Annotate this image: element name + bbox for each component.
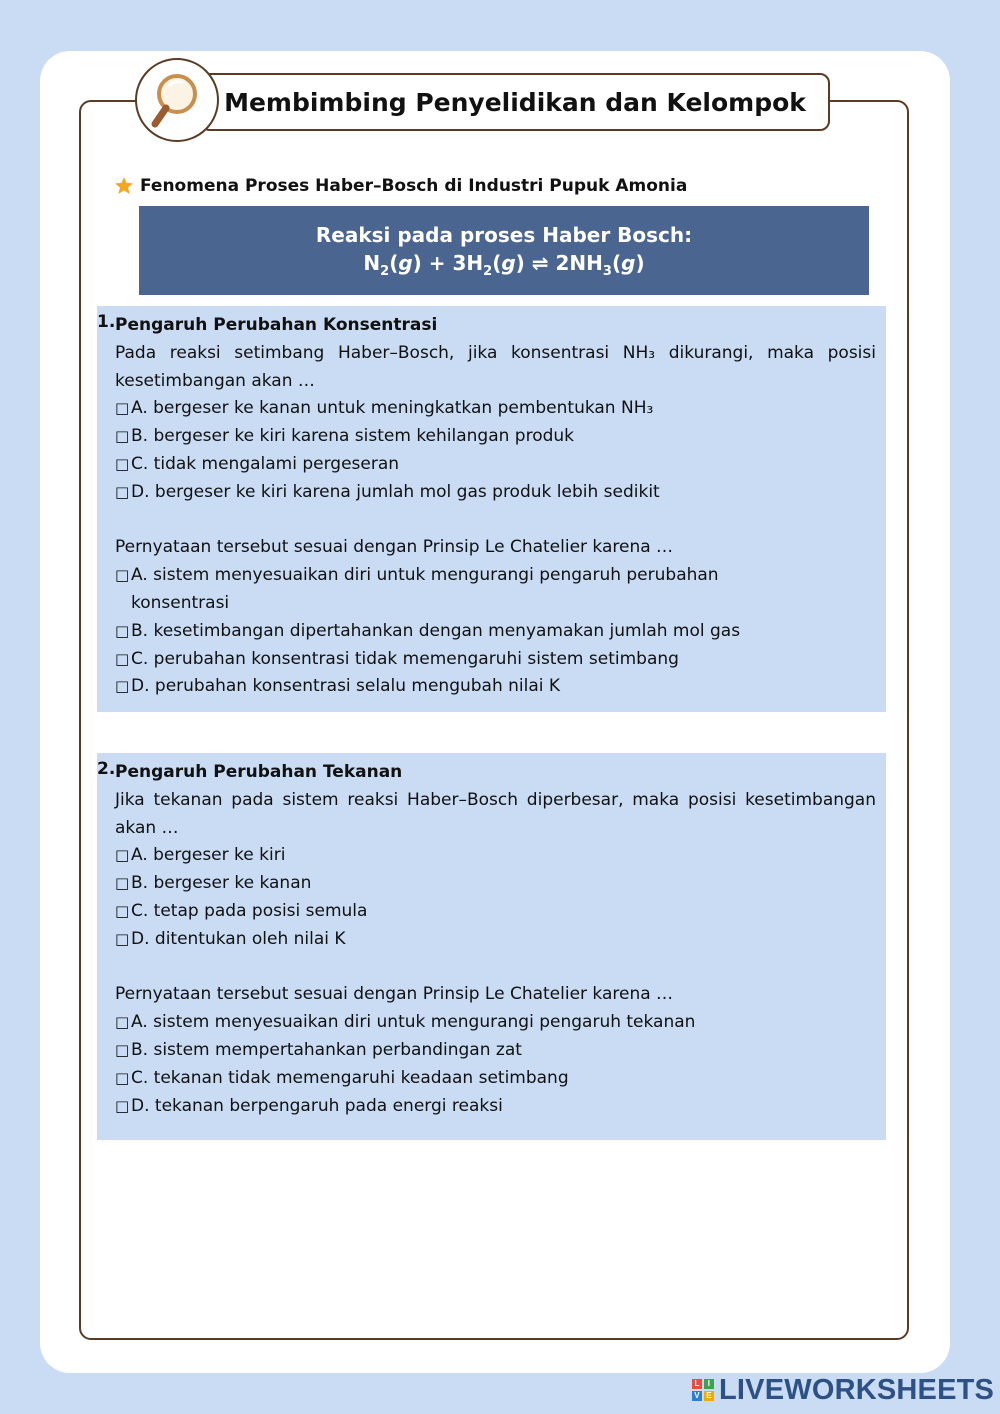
- reason-option-a[interactable]: □ A. sistem menyesuaikan diri untuk mengurangi pengaruh tekanan: [115, 1009, 876, 1037]
- star-icon: [114, 176, 134, 196]
- logo-letter: I: [704, 1379, 714, 1389]
- reason-option-c[interactable]: □ C. perubahan konsentrasi tidak memengaruhi sistem setimbang: [115, 646, 876, 674]
- question-number: 2.: [97, 759, 116, 779]
- equilibrium-arrow: ⇌: [531, 250, 549, 275]
- liveworksheets-logo[interactable]: [692, 1375, 994, 1405]
- question-stem: Jika tekanan pada sistem reaksi Haber–Bosch diperbesar, maka posisi kesetimbangan akan …: [115, 789, 876, 838]
- liveworksheets-icon: [692, 1379, 714, 1401]
- phenomenon-text: Fenomena Proses Haber–Bosch di Industri Pupuk Amonia: [140, 176, 688, 196]
- reason-option-d[interactable]: □ D. tekanan berpengaruh pada energi reaksi: [115, 1093, 876, 1121]
- logo-letter: V: [692, 1391, 702, 1401]
- option-d[interactable]: □ D. ditentukan oleh nilai K: [115, 926, 876, 954]
- question-title: Pengaruh Perubahan Konsentrasi: [115, 315, 438, 335]
- brand-text: LIVEWORKSHEETS: [719, 1373, 995, 1406]
- checkbox[interactable]: □: [115, 482, 130, 501]
- checkbox[interactable]: □: [115, 621, 130, 640]
- reason-option-a[interactable]: □ A. sistem menyesuaikan diri untuk mengurangi pengaruh perubahan konsentrasi: [115, 562, 876, 618]
- checkbox[interactable]: □: [115, 399, 130, 418]
- checkbox[interactable]: □: [115, 874, 130, 893]
- checkbox[interactable]: □: [115, 454, 130, 473]
- option-d[interactable]: □ D. bergeser ke kiri karena jumlah mol gas produk lebih sedikit: [115, 479, 876, 507]
- logo-letter: L: [692, 1379, 702, 1389]
- option-b[interactable]: □ B. bergeser ke kanan: [115, 870, 876, 898]
- option-b[interactable]: □ B. bergeser ke kiri karena sistem kehilangan produk: [115, 423, 876, 451]
- reason-option-b[interactable]: □ B. kesetimbangan dipertahankan dengan menyamakan jumlah mol gas: [115, 618, 876, 646]
- reaction-title: Reaksi pada proses Haber Bosch:: [315, 222, 693, 247]
- option-a[interactable]: □ A. bergeser ke kanan untuk meningkatkan pembentukan NH₃: [115, 395, 876, 423]
- option-c[interactable]: □ C. tetap pada posisi semula: [115, 898, 876, 926]
- reason-option-b[interactable]: □ B. sistem mempertahankan perbandingan zat: [115, 1037, 876, 1065]
- checkbox[interactable]: □: [115, 901, 130, 920]
- checkbox[interactable]: □: [115, 677, 130, 696]
- checkbox[interactable]: □: [115, 427, 130, 446]
- checkbox[interactable]: □: [115, 1013, 130, 1032]
- reason-option-d[interactable]: □ D. perubahan konsentrasi selalu mengubah nilai K: [115, 673, 876, 701]
- checkbox[interactable]: □: [115, 929, 130, 948]
- option-c[interactable]: □ C. tidak mengalami pergeseran: [115, 451, 876, 479]
- reason-stem: Pernyataan tersebut sesuai dengan Prinsip Le Chatelier karena …: [115, 537, 674, 558]
- logo-letter: E: [704, 1391, 714, 1401]
- question-title: Pengaruh Perubahan Tekanan: [115, 762, 403, 782]
- question-stem: Pada reaksi setimbang Haber–Bosch, jika konsentrasi NH₃ dikurangi, maka posisi kesetimbangan akan …: [115, 342, 876, 391]
- checkbox[interactable]: □: [115, 1068, 130, 1087]
- question-1-box: [97, 306, 886, 712]
- question-number: 1.: [97, 312, 116, 332]
- reaction-box: [139, 206, 869, 295]
- magnifier-icon: [135, 58, 219, 142]
- question-2-box: [97, 753, 886, 1140]
- checkbox[interactable]: □: [115, 566, 130, 585]
- option-a[interactable]: □ A. bergeser ke kiri: [115, 842, 876, 870]
- phenomenon-heading: [114, 173, 687, 199]
- page-title: Membimbing Penyelidikan dan Kelompok: [200, 73, 830, 131]
- reaction-equation: $N_2(g) + 3H_2(g)$ ⇌ $2NH_3(g)$: [363, 250, 645, 279]
- checkbox[interactable]: □: [115, 649, 130, 668]
- reason-stem: Pernyataan tersebut sesuai dengan Prinsip Le Chatelier karena …: [115, 984, 674, 1005]
- reason-option-c[interactable]: □ C. tekanan tidak memengaruhi keadaan setimbang: [115, 1065, 876, 1093]
- checkbox[interactable]: □: [115, 846, 130, 865]
- checkbox[interactable]: □: [115, 1040, 130, 1059]
- checkbox[interactable]: □: [115, 1096, 130, 1115]
